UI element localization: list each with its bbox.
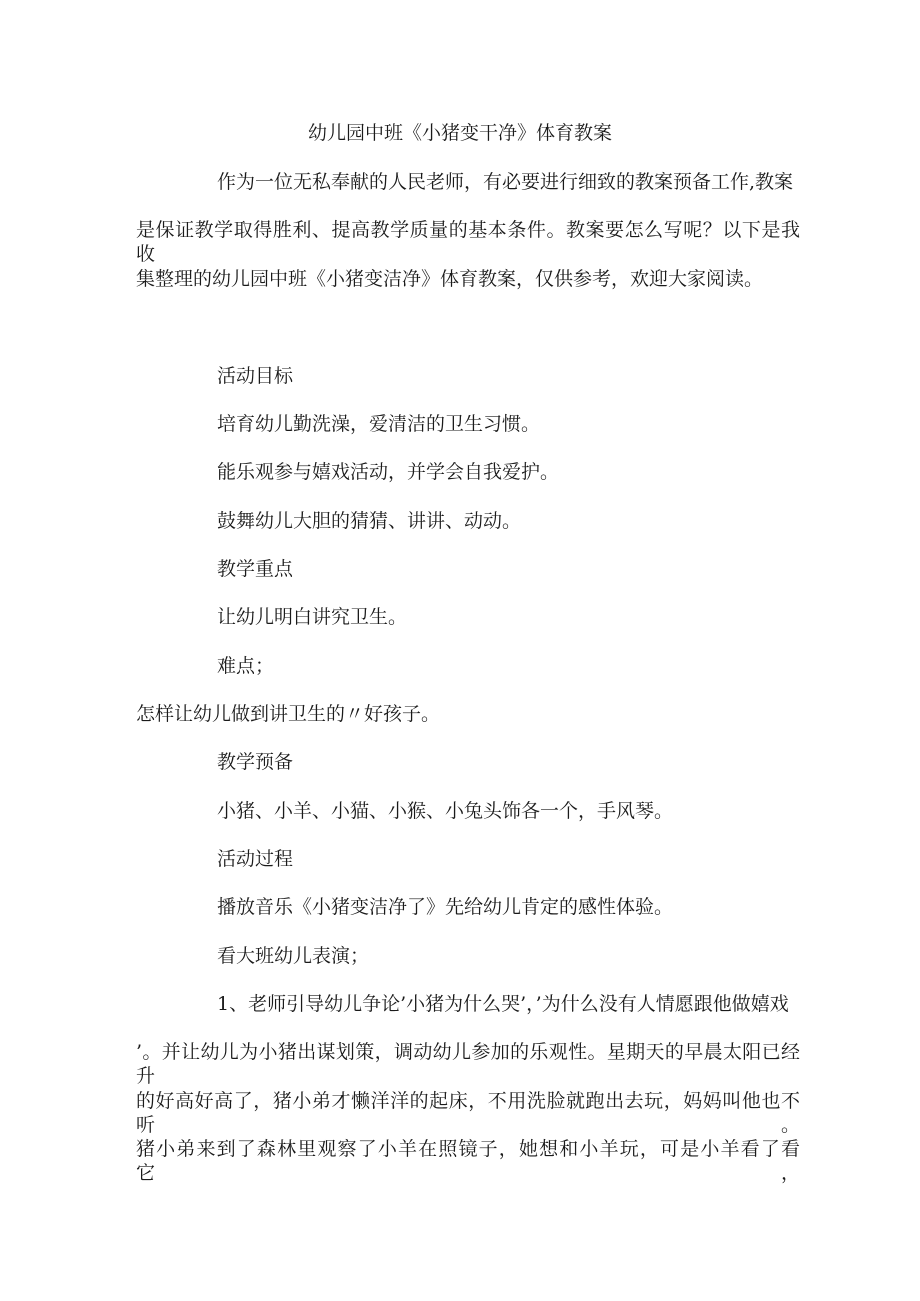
key-point-text: 让幼儿明白讲究卫生。 <box>217 606 408 628</box>
process-paragraph-line-2: ’。并让幼儿为小猪出谋划策，调动幼儿参加的乐观性。星期天的早晨太阳已经升 <box>136 1041 800 1087</box>
preparation-heading: 教学预备 <box>217 751 294 773</box>
goal-item-2: 能乐观参与嬉戏活动，并学会自我爱护。 <box>217 461 560 483</box>
process-step-a: 播放音乐《小猪变洁净了》先给幼儿肯定的感性体验。 <box>217 896 674 918</box>
difficulty-text: 怎样让幼儿做到讲卫生的〃好孩子。 <box>136 703 441 725</box>
intro-line-1: 作为一位无私奉献的人民老师，有必要进行细致的教案预备工作,教案 <box>217 171 794 193</box>
key-point-heading: 教学重点 <box>217 558 294 580</box>
process-step-b: 看大班幼儿表演； <box>217 945 370 967</box>
goal-item-1: 培育幼儿勤洗澡，爱清洁的卫生习惯。 <box>217 413 541 435</box>
document-title: 幼儿园中班《小猪变干净》体育教案 <box>307 122 612 144</box>
process-paragraph-line-4: 猪小弟来到了森林里观察了小羊在照镜子，她想和小羊玩，可是小羊看了看它， <box>136 1138 800 1184</box>
goal-item-3: 鼓舞幼儿大胆的猜猜、讲讲、动动。 <box>217 510 522 532</box>
preparation-text: 小猪、小羊、小猫、小猴、小兔头饰各一个，手风琴。 <box>217 800 674 822</box>
goals-heading: 活动目标 <box>217 365 294 387</box>
intro-line-2: 是保证教学取得胜利、提高教学质量的基本条件。教案要怎么写呢？以下是我收 <box>136 219 800 265</box>
process-paragraph-line-3: 的好高好高了，猪小弟才懒洋洋的起床，不用洗脸就跑出去玩，妈妈叫他也不听。 <box>136 1090 800 1136</box>
difficulty-heading: 难点； <box>217 655 275 677</box>
process-paragraph-line-1: 1、老师引导幼儿争论’小猪为什么哭’，’为什么没有人情愿跟他做嬉戏 <box>217 993 789 1015</box>
process-heading: 活动过程 <box>217 848 294 870</box>
intro-line-3: 集整理的幼儿园中班《小猪变洁净》体育教案，仅供参考，欢迎大家阅读。 <box>136 268 764 290</box>
